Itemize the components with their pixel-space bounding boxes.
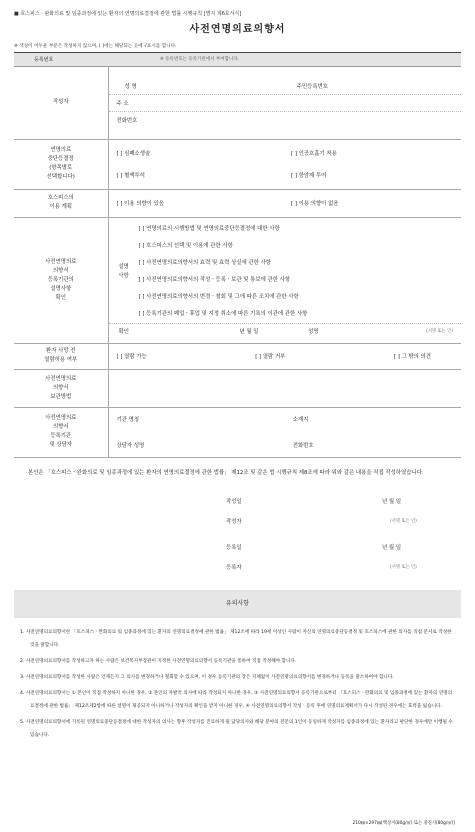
agency-counselor-field[interactable]: 상담자 성명: [116, 443, 145, 449]
checkbox-ventilator[interactable]: [ ] 인공호흡기 착용: [291, 151, 337, 157]
registration-label: 등록번호: [14, 53, 154, 66]
paper-spec-footer: 210㎜×297㎜[백상지(80g/㎡) 또는 중질지(80g/㎡)]: [352, 821, 455, 826]
writer-phone-field[interactable]: 전화번호: [116, 118, 138, 124]
storage-field[interactable]: [108, 369, 461, 407]
note-item-1: 1. 사전연명의료의향서란 「호스피스ㆍ완화의료 및 임종과정에 있는 환자의 연명의료결정에 관한 법률」 제12조에 따라 19세 이상인 사람이 자신의 연명의료중단등결정 및 호스피스에 관한 의사를 직접 문서로 작성한 것을 말합니다.: [20, 629, 452, 648]
checkbox-dialysis[interactable]: [ ] 혈액투석: [116, 173, 145, 179]
agency-loc-field[interactable]: 소재지: [292, 417, 309, 423]
checkbox-cpr[interactable]: [ ] 심폐소생술: [116, 151, 151, 157]
declaration-text: 본인은 「호스피스ㆍ완화의료 및 임종과정에 있는 환자의 연명의료결정에 관한 법률」 제12조 및 같은 법 시행규칙 제8조에 따라 위와 같은 내용을 직접 작성하였습니다.: [28, 469, 424, 476]
explain-item-5[interactable]: [ ] 사전연명의료의향서의 변경ㆍ철회 및 그에 따른 조치에 관한 사항: [138, 294, 299, 300]
writer-rrn-field[interactable]: 주민등록번호: [296, 83, 328, 90]
note-item-5: 5. 사전연명의료의향서에 기록된 연명의료중단등결정에 대한 작성자의 의사는 향후 작성자를 진료하게 될 담당의사와 해당 분야의 전문의 1인이 동일하게 작성자를 임종과정에 있는 환자라고 판단한 경우에만 이행될 수 있습니다.: [20, 719, 453, 738]
hospice-heading: 호스피스의 이용 계획: [14, 189, 108, 217]
writer-name-field[interactable]: 성 명: [124, 83, 137, 90]
writer-address-field[interactable]: 주 소: [109, 94, 462, 111]
registrar-role-label: 등록자: [226, 564, 242, 571]
instruction-note: ※ 색상이 어두운 부분은 작성하지 않으며, [ ]에는 해당되는 곳에 √표시를 합니다.: [14, 44, 177, 49]
confirm-name-label: 성명: [308, 329, 319, 335]
view-heading: 환자 사망 전 열람허용 여부: [14, 343, 108, 369]
explanation-subheading: 설명 사항: [118, 264, 129, 279]
explain-item-3[interactable]: [ ] 사전연명의료의향서의 효력 및 효력 상실에 관한 사항: [138, 260, 271, 266]
form-page: [14, 8, 461, 745]
explain-item-4[interactable]: [ ] 사전연명의료의향서의 작성ㆍ등록ㆍ보관 및 통보에 관한 사항: [138, 277, 291, 283]
note-item-2: 2. 사전연명의료의향서를 작성하고자 하는 사람은 보건복지부장관이 지정한 사전연명의료의향서 등록기관을 통하여 직접 작성해야 합니다.: [20, 658, 297, 664]
caution-title: 유의사항: [14, 590, 461, 618]
checkbox-hospice-yes[interactable]: [ ] 이용 의향이 있음: [116, 201, 165, 207]
note-item-3: 3. 사전연명의료의향서를 작성한 사람은 언제든지 그 의사를 변경하거나 철회할 수 있으며, 이 경우 등록기관의 장은 지체없이 사전연명의료의향서를 변경하거나 등록을 말소하여야 합니다.: [20, 674, 394, 680]
registrar-sign-hint[interactable]: (서명 또는 인): [390, 564, 417, 570]
writer-signature-block: [14, 492, 461, 532]
form-table: [14, 67, 461, 458]
checkbox-chemo[interactable]: [ ] 항암제 투여: [291, 173, 327, 179]
writer-date-field[interactable]: 년 월 일: [382, 498, 402, 505]
writer-sign-hint[interactable]: (서명 또는 인): [390, 518, 417, 524]
confirm-label: 확인: [118, 329, 129, 335]
registration-hint: ※ 등록번호는 등록기관에서 부여합니다.: [154, 53, 461, 66]
checkbox-view-allow[interactable]: [ ] 열람 가능: [116, 354, 147, 360]
registrar-date-label: 등록일: [226, 544, 242, 551]
explain-item-6[interactable]: [ ] 등록기관의 폐업ㆍ휴업 및 지정 취소에 따른 기록의 이관에 관한 사항: [138, 311, 308, 317]
explain-item-1[interactable]: [ ] 연명의료의 시행방법 및 연명의료중단등결정에 대한 사항: [138, 226, 280, 232]
agency-inst-field[interactable]: 기관 명칭: [116, 417, 140, 423]
form-header: ■ 호스피스ㆍ완화의료 및 임종과정에 있는 환자의 연명의료결정에 관한 법률 시행규칙 [별지 제6호서식]: [14, 11, 242, 17]
storage-heading: 사전연명의료 의향서 보관방법: [14, 369, 108, 407]
checkbox-view-other[interactable]: [ ] 그 밖의 의견: [393, 354, 431, 360]
registrar-date-field[interactable]: 년 월 일: [382, 544, 402, 551]
writer-date-label: 작성일: [226, 498, 242, 505]
writer-role-label: 작성자: [226, 518, 242, 525]
caution-notes: [14, 618, 461, 742]
checkbox-view-deny[interactable]: [ ] 열람 거부: [255, 354, 286, 360]
explanation-heading: 사전연명의료 의향서 등록기관의 설명사항 확인: [14, 217, 108, 343]
checkbox-hospice-no[interactable]: [ ] 이용 의향이 없음: [291, 201, 339, 207]
confirm-date[interactable]: 년 월 일: [239, 329, 259, 335]
page-title: 사전연명의료의향서: [189, 24, 286, 35]
note-item-4: 4. 사전연명의료의향서는 ① 본인이 직접 작성하지 아니한 경우, ② 본인의 자발적 의사에 따라 작성되지 아니한 경우, ③ 사전연명의료의향서 등록기관으로부터 「호스피스ㆍ완화의료 및 임종과정에 있는 환자의 연명의료결정에 관한 법률」 제12조제2항에 따른 설명이 제공되지 아니하거나 작성자의 확인을 받지 아니한 경우, ④ 사전연명의료의향서 작성ㆍ등록 후에 연명의료계획서가 다시 작성된 경우에는 효력을 잃습니다.: [20, 690, 453, 709]
registrar-signature-block: [14, 538, 461, 578]
writer-heading: 작성자: [14, 67, 108, 139]
agency-heading: 사전연명의료 의향서 등록기관 및 상담자: [14, 407, 108, 457]
agency-phone-field[interactable]: 전화번호: [292, 443, 314, 449]
confirm-sign-hint[interactable]: (서명 또는 인): [426, 329, 453, 334]
registration-row: [14, 52, 461, 67]
decision-heading: 연명의료 중단등결정 (항목별로 선택합니다): [14, 139, 108, 189]
explain-item-2[interactable]: [ ] 호스피스의 선택 및 이용에 관한 사항: [138, 243, 233, 249]
